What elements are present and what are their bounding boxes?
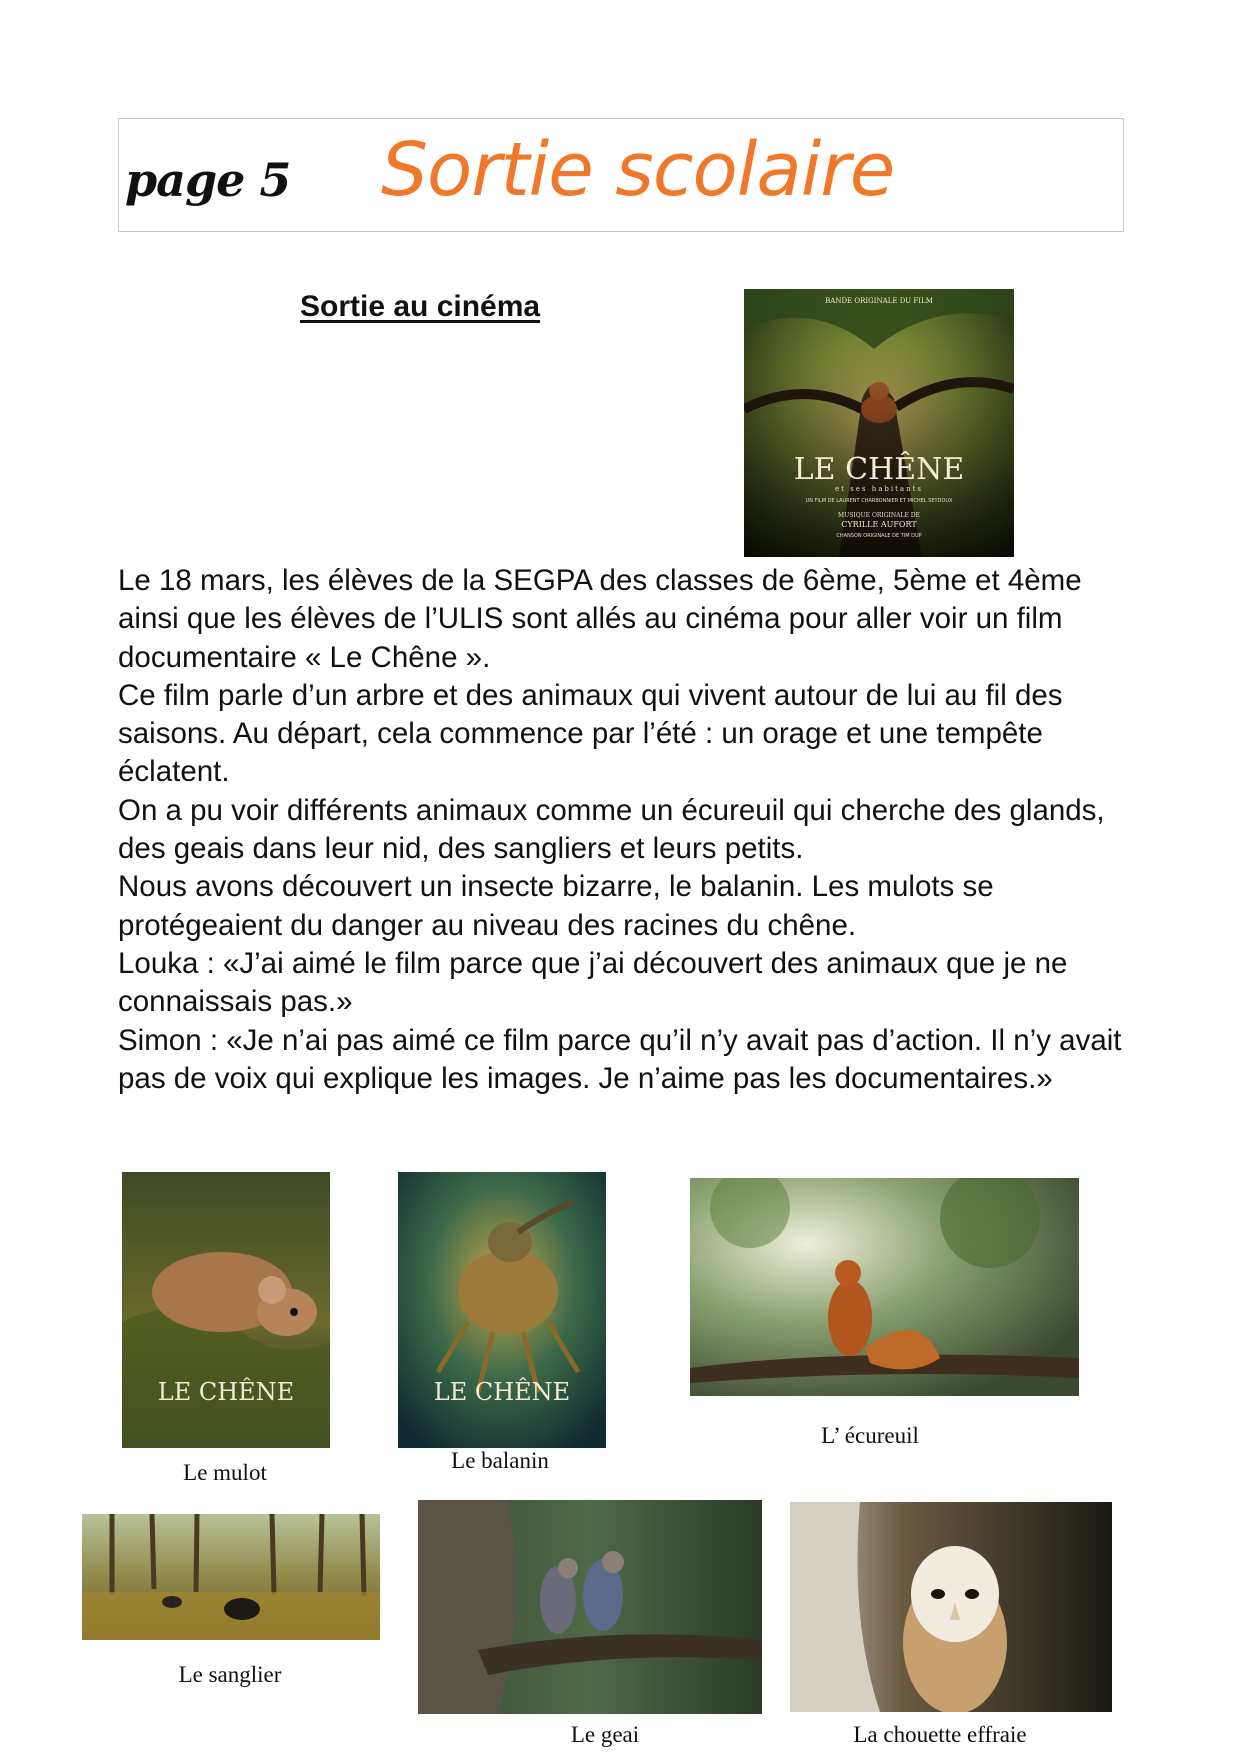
caption-ecureuil: L’ écureuil (821, 1423, 919, 1448)
poster-composer: CYRILLE AUFORT (841, 520, 917, 529)
caption-chouette: La chouette effraie (853, 1722, 1027, 1747)
mulot-poster-title: LE CHÊNE (157, 1378, 295, 1406)
poster-credits: UN FILM DE LAURENT CHARBONNIER ET MICHEL SEYDOUX (805, 498, 953, 504)
article-paragraph: Simon : «Je n’ai pas aimé ce film parce qu’il n’y avait pas d’action. Il n’y avait pas de voix qui explique les images. Je n’aime pas les documentaires.» (118, 1023, 1122, 1095)
section-title: Sortie au cinéma (300, 290, 541, 323)
poster-subtitle: et ses habitants (834, 485, 924, 493)
balanin-poster-title: LE CHÊNE (433, 1378, 571, 1406)
article-body (118, 562, 1128, 1098)
ecureuil-image (690, 1178, 1079, 1396)
caption-balanin: Le balanin (451, 1448, 549, 1473)
caption-sanglier: Le sanglier (178, 1662, 282, 1687)
geai-image (418, 1500, 762, 1714)
article-paragraph: Ce film parle d’un arbre et des animaux qui vivent autour de lui au fil des saisons. Au départ, cela commence par l’été : un orage et une tempête éclatent. (118, 678, 1063, 789)
poster-top-text: BANDE ORIGINALE DU FILM (825, 297, 933, 305)
article-paragraph: Louka : «J’ai aimé le film parce que j’ai découvert des animaux que je ne connaissais pas.» (118, 946, 1068, 1019)
page-title: Sortie scolaire (381, 127, 895, 213)
caption-mulot: Le mulot (183, 1460, 267, 1485)
page-number: page 5 (125, 153, 291, 207)
article-paragraph: On a pu voir différents animaux comme un écureuil qui cherche des glands, des geais dans leur nid, des sangliers et leurs petits. (118, 793, 1105, 866)
film-poster-image (744, 289, 1014, 557)
sanglier-image (82, 1514, 380, 1640)
balanin-poster-image (398, 1172, 606, 1448)
poster-song-credit: CHANSON ORIGINALE DE TIM DUP (836, 533, 922, 539)
article-paragraph: Le 18 mars, les élèves de la SEGPA des classes de 6ème, 5ème et 4ème ainsi que les élèves de l’ULIS sont allés au cinéma pour aller voir un film documentaire « Le Chêne ». (118, 564, 1082, 674)
header-box (118, 118, 1124, 232)
mulot-poster-image (122, 1172, 330, 1448)
poster-title: LE CHÊNE (793, 452, 965, 487)
caption-geai: Le geai (570, 1722, 640, 1747)
poster-music-label: MUSIQUE ORIGINALE DE (838, 512, 920, 519)
chouette-image (790, 1502, 1112, 1712)
article-paragraph: Nous avons découvert un insecte bizarre, le balanin. Les mulots se protégeaient du danger au niveau des racines du chêne. (118, 870, 994, 942)
